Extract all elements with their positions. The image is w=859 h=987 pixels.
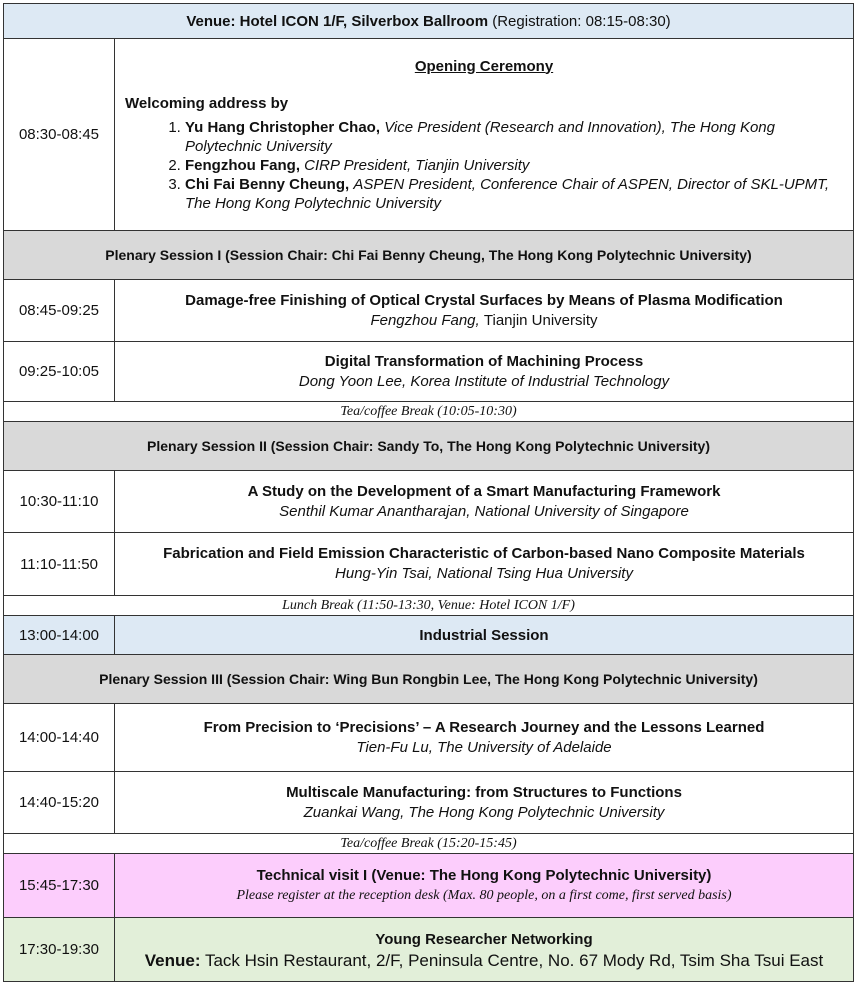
networking-row bbox=[4, 918, 854, 982]
speaker-affiliation: Vice President (Research and Innovation), The Hong Kong Polytechnic University bbox=[185, 118, 775, 155]
talk-cell bbox=[115, 772, 854, 834]
speaker-item bbox=[185, 156, 845, 175]
technical-visit-cell bbox=[115, 854, 854, 918]
venue-label: Venue: Hotel ICON 1/F, Silverbox Ballroom bbox=[186, 12, 489, 30]
industrial-row bbox=[4, 616, 854, 655]
talk-row bbox=[4, 471, 854, 533]
talk-speaker: Dong Yoon Lee, Korea Institute of Industrial Technology bbox=[298, 372, 670, 390]
opening-title: Opening Ceremony bbox=[414, 57, 554, 75]
networking-title: Young Researcher Networking bbox=[375, 930, 593, 948]
talk-title: Damage-free Finishing of Optical Crystal Surfaces by Means of Plasma Modification bbox=[185, 291, 783, 309]
session-label: Plenary Session I (Session Chair: Chi Fai Benny Cheung, The Hong Kong Polytechnic University) bbox=[4, 231, 854, 280]
programme-table bbox=[3, 3, 854, 982]
networking-venue-label: Venue: bbox=[144, 950, 201, 970]
time-cell: 17:30-19:30 bbox=[4, 918, 115, 982]
break-row bbox=[4, 834, 854, 854]
session-header bbox=[4, 655, 854, 704]
talk-row bbox=[4, 342, 854, 402]
speaker-affiliation: CIRP President, Tianjin University bbox=[304, 156, 530, 174]
talk-speaker: Fengzhou Fang, bbox=[370, 311, 480, 329]
speaker-name: Chi Fai Benny Cheung, bbox=[185, 175, 350, 193]
opening-cell bbox=[115, 39, 854, 231]
talk-speaker: Tien-Fu Lu, The University of Adelaide bbox=[356, 738, 612, 756]
break-row bbox=[4, 402, 854, 422]
time-cell: 09:25-10:05 bbox=[4, 342, 115, 402]
networking-venue-line bbox=[115, 950, 853, 971]
talk-row bbox=[4, 533, 854, 596]
talk-speaker: Senthil Kumar Anantharajan, National University of Singapore bbox=[279, 502, 689, 520]
talk-cell bbox=[115, 342, 854, 402]
time-cell: 14:40-15:20 bbox=[4, 772, 115, 834]
welcome-heading: Welcoming address by bbox=[125, 94, 289, 112]
talk-affiliation: Tianjin University bbox=[483, 311, 598, 329]
session-header bbox=[4, 422, 854, 471]
talk-row bbox=[4, 704, 854, 772]
talk-cell bbox=[115, 280, 854, 342]
speaker-list bbox=[123, 118, 845, 213]
networking-venue: Tack Hsin Restaurant, 2/F, Peninsula Centre, No. 67 Mody Rd, Tsim Sha Tsui East bbox=[204, 950, 824, 970]
session-header bbox=[4, 231, 854, 280]
speaker-name: Fengzhou Fang, bbox=[185, 156, 300, 174]
speaker-affiliation: ASPEN President, Conference Chair of ASPEN, Director of SKL-UPMT, The Hong Kong Polytechnic University bbox=[185, 175, 830, 212]
talk-speaker: Zuankai Wang, The Hong Kong Polytechnic University bbox=[303, 803, 665, 821]
break-label: Lunch Break (11:50-13:30, Venue: Hotel ICON 1/F) bbox=[4, 596, 854, 616]
technical-visit-row bbox=[4, 854, 854, 918]
talk-title: Fabrication and Field Emission Characteristic of Carbon-based Nano Composite Materials bbox=[163, 545, 805, 562]
talk-row bbox=[4, 772, 854, 834]
time-cell: 13:00-14:00 bbox=[4, 616, 115, 655]
talk-cell bbox=[115, 533, 854, 596]
break-label: Tea/coffee Break (15:20-15:45) bbox=[4, 834, 854, 854]
venue-cell bbox=[4, 4, 854, 39]
networking-cell bbox=[115, 918, 854, 982]
session-label: Plenary Session III (Session Chair: Wing Bun Rongbin Lee, The Hong Kong Polytechnic University) bbox=[4, 655, 854, 704]
opening-row bbox=[4, 39, 854, 231]
technical-visit-note: Please register at the reception desk (Max. 80 people, on a first come, first served basis) bbox=[236, 887, 732, 903]
talk-title: A Study on the Development of a Smart Manufacturing Framework bbox=[247, 482, 721, 500]
break-row bbox=[4, 596, 854, 616]
time-cell: 14:00-14:40 bbox=[4, 704, 115, 772]
talk-speaker-line bbox=[115, 311, 853, 331]
talk-cell bbox=[115, 704, 854, 772]
time-cell: 08:45-09:25 bbox=[4, 280, 115, 342]
registration-time: (Registration: 08:15-08:30) bbox=[492, 12, 671, 30]
time-cell: 10:30-11:10 bbox=[4, 471, 115, 533]
time-cell: 15:45-17:30 bbox=[4, 854, 115, 918]
speaker-item bbox=[185, 175, 845, 213]
venue-row bbox=[4, 4, 854, 39]
technical-visit-title: Technical visit I (Venue: The Hong Kong Polytechnic University) bbox=[256, 866, 712, 884]
time-cell: 11:10-11:50 bbox=[4, 533, 115, 596]
session-label: Plenary Session II (Session Chair: Sandy To, The Hong Kong Polytechnic University) bbox=[4, 422, 854, 471]
talk-title: Digital Transformation of Machining Process bbox=[324, 352, 644, 370]
talk-title: Multiscale Manufacturing: from Structures to Functions bbox=[286, 783, 682, 801]
time-cell: 08:30-08:45 bbox=[4, 39, 115, 231]
talk-row bbox=[4, 280, 854, 342]
talk-speaker: Hung-Yin Tsai, National Tsing Hua University bbox=[335, 565, 633, 582]
speaker-name: Yu Hang Christopher Chao, bbox=[185, 118, 381, 136]
talk-title: From Precision to ‘Precisions’ – A Research Journey and the Lessons Learned bbox=[203, 718, 765, 736]
speaker-item bbox=[185, 118, 845, 156]
break-label: Tea/coffee Break (10:05-10:30) bbox=[4, 402, 854, 422]
talk-cell bbox=[115, 471, 854, 533]
industrial-label: Industrial Session bbox=[115, 616, 854, 655]
